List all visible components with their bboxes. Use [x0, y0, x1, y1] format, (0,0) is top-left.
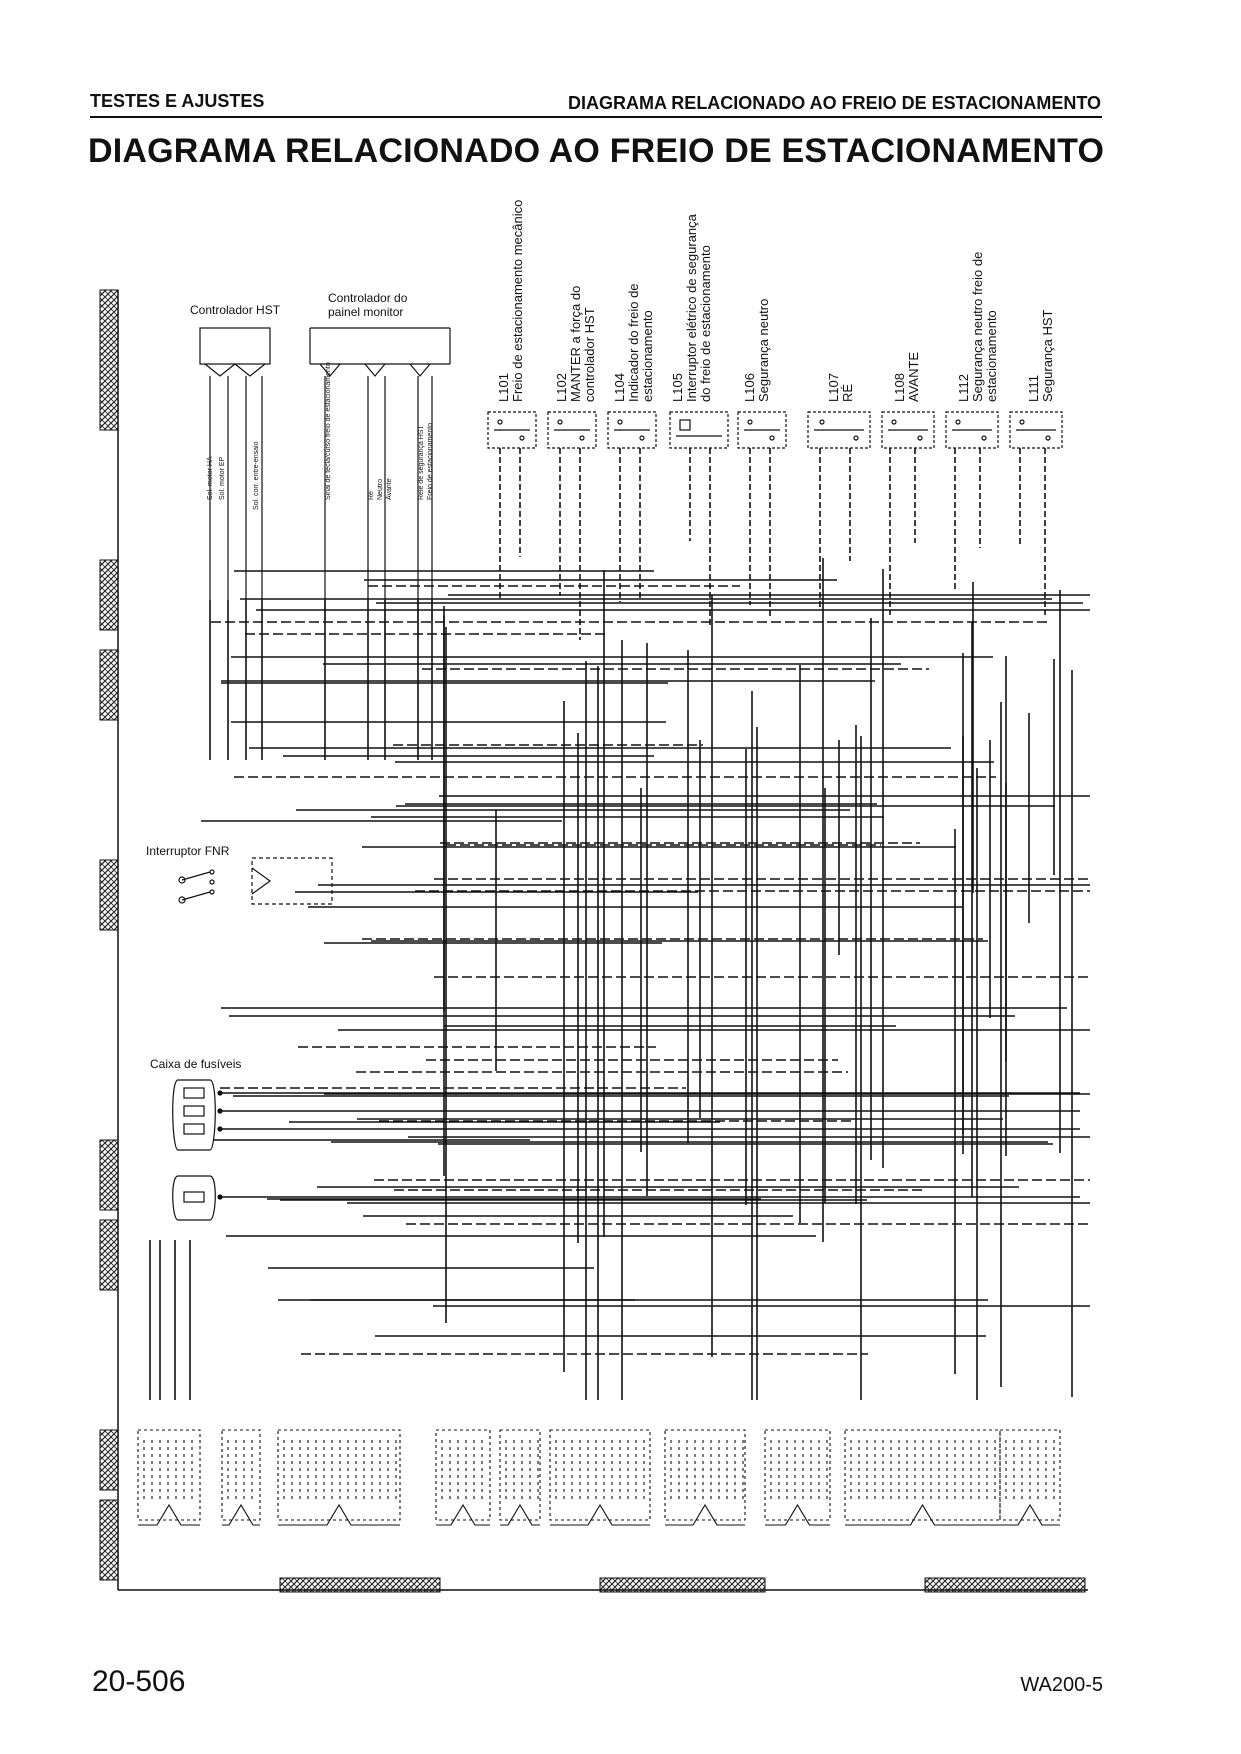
pin-label: Sinal de tecla/curso freio de estacionamento — [325, 362, 332, 500]
relay-symbol — [1010, 412, 1062, 448]
relay-code: L104 — [612, 373, 627, 402]
page-number: 20-506 — [92, 1665, 186, 1698]
pin-label: Sol. corr. entre-ensaio — [253, 441, 260, 510]
relay-description: MANTER a força do — [568, 285, 583, 402]
frame-connector-block — [100, 1500, 118, 1580]
relay-description: Segurança neutro freio de — [970, 251, 985, 402]
frame-connector-block — [100, 560, 118, 630]
relay-code: L102 — [554, 373, 569, 402]
fnr-switch-symbol — [179, 858, 332, 904]
bottom-connector — [222, 1430, 260, 1525]
monitor-panel-label: Controlador do — [328, 291, 408, 305]
pin-label: Sol. motor HA — [207, 456, 214, 500]
bottom-connectors — [138, 1430, 1060, 1525]
bottom-connector-strip — [280, 1578, 1085, 1592]
frame-connector-block — [100, 1220, 118, 1290]
relay-description: estacionamento — [984, 310, 999, 402]
relay-code: L106 — [742, 373, 757, 402]
bottom-connector — [665, 1430, 745, 1525]
relay-symbol — [548, 412, 596, 448]
relay-description: estacionamento — [640, 310, 655, 402]
frame-connector-block — [100, 1430, 118, 1490]
bottom-connector — [845, 1430, 1000, 1525]
section-header: TESTES E AJUSTES — [90, 91, 265, 111]
relay-symbol — [808, 412, 870, 448]
relay-description: RÉ — [840, 383, 855, 402]
relay-symbol — [608, 412, 656, 448]
relay-description: Interruptor elétrico de segurança — [684, 214, 699, 402]
relay-symbol — [882, 412, 934, 448]
pin-label: Avante — [386, 478, 393, 500]
left-frame — [100, 290, 1088, 1590]
relay-code: L111 — [1026, 375, 1041, 402]
monitor-panel-label: painel monitor — [328, 305, 404, 319]
relay-symbol — [488, 412, 536, 448]
relay-symbol — [670, 412, 728, 448]
bottom-connector — [436, 1430, 490, 1525]
pin-label: Sol. motor EP — [219, 456, 226, 500]
bottom-connector — [500, 1430, 540, 1525]
frame-connector-block — [100, 650, 118, 720]
relay-description: Segurança neutro — [756, 298, 771, 402]
relay-code: L108 — [892, 373, 907, 402]
relay-code: L112 — [956, 374, 971, 402]
hst-controller-label: Controlador HST — [190, 303, 281, 317]
bottom-connector — [138, 1430, 200, 1525]
hst-controller-pins — [207, 441, 260, 510]
fuse-box-label: Caixa de fusíveis — [150, 1057, 242, 1071]
bottom-connector — [278, 1430, 400, 1525]
page-header-title: DIAGRAMA RELACIONADO AO FREIO DE ESTACIONAMENTO — [567, 93, 1101, 113]
relay-description: Freio de estacionamento mecânico — [510, 199, 525, 402]
bottom-connector — [765, 1430, 830, 1525]
relay-description: Indicador do freio de — [626, 283, 641, 402]
fnr-switch-label: Interruptor FNR — [146, 844, 230, 858]
relay-symbol — [738, 412, 786, 448]
pin-label: Freio de estacionamento — [427, 422, 434, 500]
relay-code: L101 — [496, 373, 511, 402]
pin-label: Ré — [368, 491, 375, 500]
relay-description: Segurança HST — [1040, 309, 1055, 402]
fuse-box-symbol — [173, 1080, 222, 1220]
frame-connector-block — [100, 860, 118, 930]
wiring-harness — [150, 448, 1090, 1400]
pin-label: Neutro — [377, 478, 384, 500]
relay-code: L107 — [826, 373, 841, 402]
relay-labels — [496, 200, 1055, 402]
relay-code: L105 — [670, 373, 685, 402]
frame-connector-block — [100, 1140, 118, 1210]
model-number: WA200-5 — [1020, 1674, 1103, 1696]
frame-connector-block — [100, 290, 118, 430]
relay-symbol — [946, 412, 998, 448]
bottom-connector — [550, 1430, 650, 1525]
relay-description: do freio de estacionamento — [698, 245, 713, 402]
pin-label: Relé de segurança HST — [418, 425, 425, 500]
page-title: DIAGRAMA RELACIONADO AO FREIO DE ESTACIONAMENTO — [88, 132, 1105, 170]
bottom-connector — [1000, 1430, 1060, 1525]
relay-description: AVANTE — [906, 351, 921, 402]
relay-description: controlador HST — [582, 307, 597, 402]
relay-symbols — [488, 412, 1062, 448]
